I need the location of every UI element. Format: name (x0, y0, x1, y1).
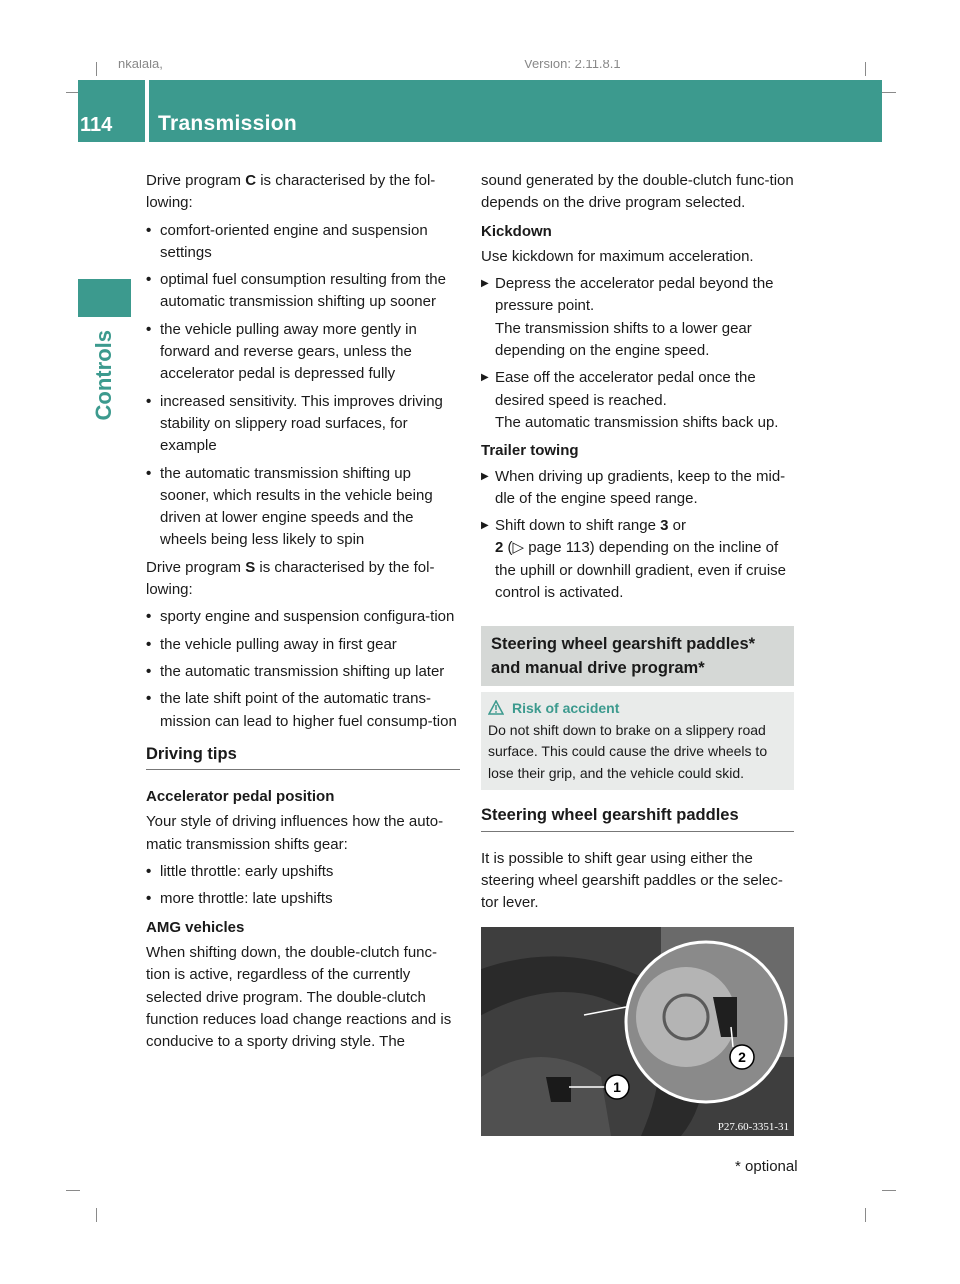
driving-tips-heading: Driving tips (146, 743, 460, 770)
list-item: • optimal fuel consumption resulting from the automatic transmission shifting up sooner (146, 269, 460, 314)
left-column (146, 170, 460, 1058)
kickdown-text: Use kickdown for maximum acceleration. (481, 247, 754, 265)
drive-program-c-intro: Drive program C is characterised by the fol-lowing: (146, 172, 436, 212)
list-item: • the vehicle pulling away more gently in forward and reverse gears, unless the accelerator pedal is depressed fully (146, 319, 460, 386)
list-item: • comfort-oriented engine and suspension settings (146, 220, 460, 265)
side-section-label: Controls (91, 330, 116, 421)
paddles-heading: Steering wheel gearshift paddles (481, 804, 794, 831)
list-item: • sporty engine and suspension configura-tion (146, 606, 460, 628)
list-item: • little throttle: early upshifts (146, 861, 460, 883)
warning-box (481, 692, 794, 790)
accelerator-list (146, 861, 460, 911)
section-heading-line-1: Steering wheel gearshift paddles* (491, 635, 756, 654)
trailer-steps (481, 466, 794, 605)
drive-program-s-intro: Drive program S is characterised by the fol-lowing: (146, 558, 435, 599)
amg-heading: AMG vehicles (146, 918, 245, 936)
trailer-heading: Trailer towing (481, 442, 579, 460)
list-item: • increased sensitivity. This improves driving stability on slippery road surfaces, for example (146, 391, 460, 458)
crop-mark (96, 62, 97, 76)
drive-program-s-list (146, 606, 460, 732)
list-item: • the automatic transmission shifting up later (146, 661, 460, 683)
crop-mark (66, 1190, 80, 1191)
crop-mark (865, 1208, 866, 1222)
list-item: • the vehicle pulling away in first gear (146, 634, 460, 656)
side-tab-block (78, 279, 131, 317)
right-column (481, 170, 794, 1136)
callout-1: 1 (613, 1078, 621, 1095)
step-item: ▶ Shift down to shift range 3 or 2 (▷ page 113) depending on the incline of the uphill or downhill gradient, even if cruise control is activated. (481, 515, 794, 604)
header-meta-left: nkalala, (118, 60, 163, 71)
page-title: Transmission (158, 112, 297, 135)
accelerator-heading: Accelerator pedal position (146, 788, 335, 806)
amg-text: When shifting down, the double-clutch func-tion is active, regardless of the currently selected drive program. The double-clutch function reduces load change reactions and is conducive to a sporty driving style. The (146, 943, 452, 1051)
crop-mark (882, 1190, 896, 1191)
step-item: ▶ Ease off the accelerator pedal once the desired speed is reached. The automatic transmission shifts back up. (481, 367, 794, 434)
paddles-text: It is possible to shift gear using either the steering wheel gearshift paddles or the selec-tor lever. (481, 849, 783, 912)
warning-triangle-icon (488, 700, 504, 722)
header-meta-right: Version: 2.11.8.1 (524, 60, 621, 71)
kickdown-steps (481, 273, 794, 434)
list-item: • the late shift point of the automatic trans-mission can lead to higher fuel consump-tion (146, 688, 460, 733)
list-item: • more throttle: late upshifts (146, 888, 460, 910)
step-item: ▶ Depress the accelerator pedal beyond the pressure point. The transmission shifts to a lower gear depending on the engine speed. (481, 273, 794, 362)
section-heading-box (481, 626, 794, 686)
drive-program-c-list (146, 220, 460, 552)
amg-text-continued: sound generated by the double-clutch func-tion depends on the drive program selected. (481, 172, 794, 212)
callout-2: 2 (738, 1048, 746, 1065)
header-separator (145, 80, 149, 142)
page-number: 114 (80, 114, 113, 136)
warning-title: Risk of accident (488, 698, 788, 720)
warning-text: Do not shift down to brake on a slippery road surface. This could cause the drive wheels to lose their grip, and the vehicle could skid. (488, 721, 768, 781)
list-item: • the automatic transmission shifting up sooner, which results in the vehicle being driven at lower engine speeds and the wheels being less likely to spin (146, 463, 460, 552)
step-item: ▶ When driving up gradients, keep to the mid-dle of the engine speed range. (481, 466, 794, 511)
accelerator-text: Your style of driving influences how the auto-matic transmission shifts gear: (146, 813, 444, 853)
kickdown-heading: Kickdown (481, 222, 552, 240)
illustration-drawing (481, 927, 794, 1136)
figure-code: P27.60-3351-31 (717, 1120, 789, 1133)
crop-mark (96, 1208, 97, 1222)
crop-mark (882, 92, 896, 93)
steering-wheel-illustration (481, 927, 794, 1136)
crop-mark (865, 62, 866, 76)
footer-optional-note: * optional (735, 1158, 798, 1175)
section-heading-line-2: and manual drive program* (491, 659, 705, 678)
